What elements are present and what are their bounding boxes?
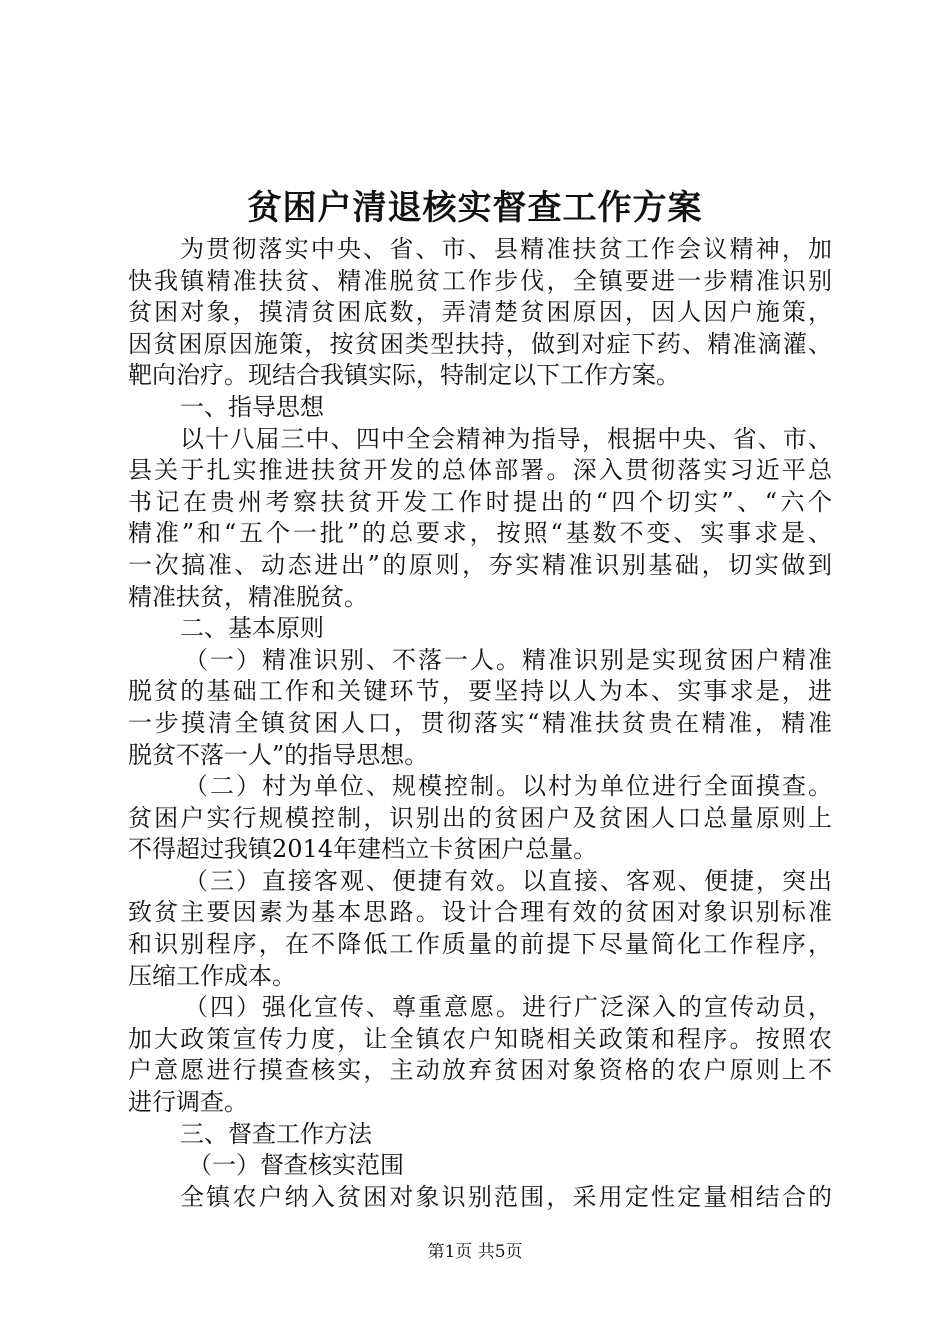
body-line: （三）直接客观、便捷有效。以直接、客观、便捷，突出 [184, 866, 832, 895]
body-line: 以十八届三中、四中全会精神为指导，根据中央、省、市、 [180, 424, 832, 453]
body-line: 贫困对象，摸清贫困底数，弄清楚贫困原因，因人因户施策， [128, 298, 832, 327]
body-line: 加大政策宣传力度，让全镇农户知晓相关政策和程序。按照农 [128, 1024, 832, 1053]
body-line: 贫困户实行规模控制，识别出的贫困户及贫困人口总量原则上 [128, 803, 832, 832]
body-line: 县关于扎实推进扶贫开发的总体部署。深入贯彻落实习近平总 [128, 456, 832, 485]
body-line: 精准扶贫，精准脱贫。 [128, 582, 368, 611]
body-line: 二、基本原则 [180, 614, 324, 643]
body-line: 一步摸清全镇贫困人口，贯彻落实“精准扶贫贵在精准，精准 [128, 708, 832, 737]
body-line: 和识别程序，在不降低工作质量的前提下尽量简化工作程序， [128, 930, 832, 959]
body-line: 三、督查工作方法 [180, 1119, 372, 1148]
body-line: 一次搞准、动态进出”的原则，夯实精准识别基础，切实做到 [128, 550, 832, 579]
body-line: 脱贫不落一人”的指导思想。 [128, 740, 429, 769]
body-line: 书记在贵州考察扶贫开发工作时提出的“四个切实”、“六个 [128, 487, 832, 516]
body-line: 一、指导思想 [180, 392, 324, 421]
body-line: （一）督查核实范围 [188, 1151, 404, 1180]
body-line: 脱贫的基础工作和关键环节，要坚持以人为本、实事求是，进 [128, 677, 832, 706]
body-line: 快我镇精准扶贫、精准脱贫工作步伐，全镇要进一步精准识别 [128, 266, 832, 295]
body-line: 全镇农户纳入贫困对象识别范围，采用定性定量相结合的 [180, 1182, 832, 1211]
body-line: 不得超过我镇2014年建档立卡贫困户总量。 [128, 835, 598, 864]
body-line: （一）精准识别、不落一人。精准识别是实现贫困户精准 [184, 645, 832, 674]
body-line: （四）强化宣传、尊重意愿。进行广泛深入的宣传动员， [184, 993, 832, 1022]
document-title: 贫困户清退核实督查工作方案 [247, 188, 703, 228]
body-line: （二）村为单位、规模控制。以村为单位进行全面摸查。 [184, 772, 832, 801]
body-line: 靶向治疗。现结合我镇实际，特制定以下工作方案。 [128, 361, 680, 390]
body-line: 为贯彻落实中央、省、市、县精准扶贫工作会议精神，加 [180, 235, 832, 263]
body-line: 进行调查。 [128, 1088, 248, 1117]
body-line: 户意愿进行摸查核实，主动放弃贫困对象资格的农户原则上不 [128, 1056, 832, 1085]
document-body [128, 234, 832, 1213]
page-footer: 第1页 共5页 [427, 1242, 523, 1262]
body-line: 压缩工作成本。 [128, 961, 296, 990]
body-line: 致贫主要因素为基本思路。设计合理有效的贫困对象识别标准 [128, 898, 832, 927]
body-line: 精准”和“五个一批”的总要求，按照“基数不变、实事求是、 [128, 519, 832, 548]
body-line: 因贫困原因施策，按贫困类型扶持，做到对症下药、精准滴灌、 [128, 329, 832, 358]
